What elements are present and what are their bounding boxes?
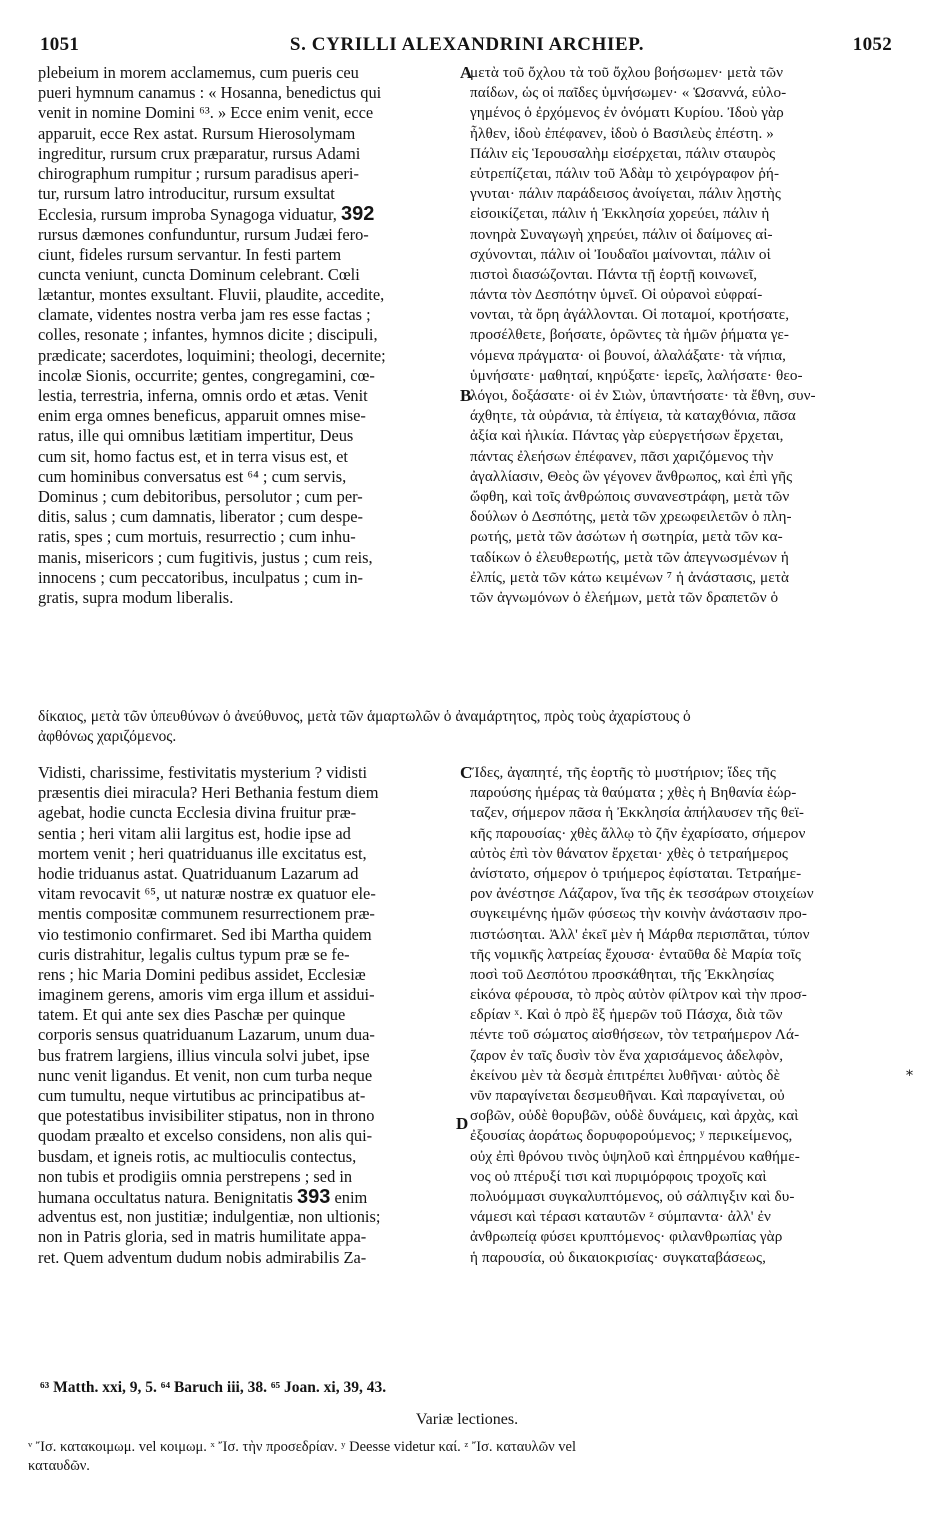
text-line: ᵛ Ἴσ. κατακοιμωμ. vel κοιμωμ. ˣ Ἴσ. τὴν προσεδρίαν. ʸ Deesse videtur καί. ᶻ Ἴσ. καταυλῶν vel — [28, 1439, 577, 1455]
text-line: Vidisti, charissime, festivitatis mysterium ? vidisti — [38, 763, 368, 782]
text-line: ἡ παρουσία, οὐ δικαιοκρισίας· συγκαταβάσεως, — [470, 1248, 767, 1266]
text-line: συγκειμένης ἡμῶν φύσεως τὴν κοινὴν ἀνάστασιν προ- — [470, 905, 808, 923]
text-line: non tubis et prodigiis omnia perstrepens ; sed in — [38, 1166, 353, 1186]
text-line: μετὰ τοῦ ὄχλου τὰ τοῦ ὄχλου βοήσωμεν· μετὰ τῶν — [470, 64, 784, 81]
text-line: πολυόμμασι συγκαλυπτόμενος, οὐ σάλπιγξιν καὶ δυ- — [470, 1187, 795, 1205]
text-line: que potestatibus invisibiliter stipatus, non in throno — [38, 1106, 375, 1126]
text-line: καταυδῶν. — [28, 1458, 90, 1474]
text-line: νονται, τὰ ὄρη ἀγάλλονται. Οἱ ποταμοί, κροτήσατε, — [470, 306, 790, 324]
text-line: Dominus ; cum debitoribus, persolutor ; cum per- — [38, 486, 363, 506]
text-line: ἀξία καὶ ἡλικία. Πάντας γὰρ εὐεργετήσων ἔρχεται, — [470, 427, 784, 445]
latin-column-top — [38, 63, 458, 608]
text-line: incolæ Sionis, occurrite; gentes, congregamini, cœ- — [38, 365, 375, 385]
text-line: rens ; hic Maria Domini pedibus assidet, Ecclesiæ — [38, 964, 366, 984]
text-line: cum tumultu, neque virtutibus ac principatibus at- — [38, 1086, 366, 1105]
text-line: Ἴδες, ἀγαπητέ, τῆς ἑορτῆς τὸ μυστήριον; ἴδες τῆς — [470, 764, 777, 781]
text-fragment: Ecclesia, rursum improba Synagoga viduatur, — [38, 205, 337, 225]
text-line: imaginem gerens, amoris vim erga illum et assidui- — [38, 985, 375, 1005]
text-line: προσέλθετε, βοήσατε, ὁρῶντες τὰ ἡμῶν ῥήματα γε- — [470, 326, 789, 344]
running-title: S. CYRILLI ALEXANDRINI ARCHIEP. — [289, 34, 645, 55]
text-line: κῆς παρουσίας· χθὲς ἄλλῳ τὸ ζῆν ἐχαρίσατο, σήμερον — [470, 824, 806, 842]
text-line: νόμενα πράγματα· οἱ βουνοί, ἀλαλάξατε· τὰ νήπια, — [470, 346, 787, 364]
text-line: cum sit, homo factus est, et in terra visus est, et — [38, 446, 348, 466]
footnotes: ⁶³ Matth. xxi, 9, 5. ⁶⁴ Baruch iii, 38. ⁶⁵ Joan. xi, 39, 43. — [40, 1379, 387, 1396]
text-line: άχθητε, τὰ οὐράνια, τὰ ἐπίγεια, τὰ καταχθόνια, πᾶσα — [470, 407, 796, 425]
text-line: τῶν ἀγνωμόνων ὁ ἐλεήμων, μετὰ τῶν δραπετῶν ὁ — [470, 588, 779, 606]
text-line: ingreditur, rursum crux præparatur, rursus Adami — [38, 143, 361, 163]
text-line: δίκαιος, μετὰ τῶν ὑπευθύνων ὁ ἀνεύθυνος, μετὰ τῶν ἁμαρτωλῶν ὁ ἀναμάρτητος, πρὸς τοὺς ἀχαρίστους ὁ — [38, 708, 691, 725]
text-line: adventus est, non justitiæ; indulgentiæ, non ultionis; — [38, 1207, 381, 1227]
text-line: agebat, hodie cuncta Ecclesia divina fruitur præ- — [38, 803, 357, 823]
text-line: παρούσης ἡμέρας τὰ θαύματα ; χθὲς ἡ Βηθανία ἑώρ- — [470, 784, 797, 802]
text-line: quodam præalto et excelso considens, non alis qui- — [38, 1126, 373, 1146]
text-line: lestia, terrestria, inferna, omnis ordo et ætas. Venit — [38, 386, 368, 405]
text-line: innocens ; cum peccatoribus, inculpatus ; cum in- — [38, 567, 363, 587]
text-line: εὐτρεπίζεται, πάλιν τοῦ Ἀδὰμ τὸ χειρόγραφον ῥή- — [470, 164, 780, 182]
text-fragment: enim — [334, 1187, 368, 1207]
text-line: tur, rursum latro introducitur, rursum exsultat — [38, 184, 335, 204]
text-line: ratus, ille qui omnibus lætitiam impertitur, Deus — [38, 426, 354, 446]
right-page-number: 1052 — [852, 34, 892, 55]
text-line: venit in nomine Domini ⁶³. » Ecce enim venit, ecce — [38, 103, 374, 123]
text-line: bus fratrem largiens, illius vincula solvi jubet, ipse — [38, 1045, 370, 1065]
text-line: δούλων ὁ Δεσπότης, μετὰ τῶν χρεωφειλετῶν ὁ πλη- — [470, 508, 792, 526]
greek-column-top — [470, 63, 900, 608]
text-line: οὐχ ἐπὶ θρόνου τινὸς ὑψηλοῦ καὶ ἐπηρμένου καθήμε- — [470, 1147, 800, 1165]
text-line: πάντα τὸν Δεσπότην ὑμνεῖ. Οἱ οὐρανοὶ εὐφραί- — [470, 286, 763, 304]
text-line: νάμεσι καὶ τέρασι καταυτῶν ᶻ σύμπαντα· ἀλλ' ἐν — [470, 1208, 771, 1226]
text-line: mentis compositæ communem resurrectionem præ- — [38, 904, 375, 924]
text-line: πιστώσηται. Ἀλλ' ἐκεῖ μὲν ἡ Μάρθα περισπᾶται, τύπον — [470, 925, 810, 943]
text-line-with-pagenum — [38, 1187, 458, 1207]
text-line: ρωτής, μετὰ τῶν ἀσώτων ἡ σωτηρία, μετὰ τῶν κα- — [470, 528, 783, 546]
text-line: lætantur, montes exsultant. Fluvii, plaudite, accedite, — [38, 285, 385, 305]
text-line: gratis, supra modum liberalis. — [38, 587, 234, 607]
section-marker-d: D — [456, 1114, 469, 1133]
text-line: ταζεν, σήμερον πᾶσα ἡ Ἐκκλησία ἀπήλαυσεν τῆς θεϊ- — [470, 804, 805, 822]
text-line: ζαρον ἐν ταῖς δυσὶν τὸν ἕνα χαρισάμενος ἀδελφὸν, — [470, 1046, 784, 1064]
section-marker-a: A — [460, 63, 473, 82]
text-line: πέντε τοῦ σώματος αἰσθήσεων, τὸν τετραήμερον Λά- — [470, 1026, 800, 1044]
text-line: ditis, salus ; cum damnatis, liberator ; cum despe- — [38, 507, 364, 527]
text-line: curis distrahitur, legalis cultus typum præ se fe- — [38, 944, 350, 964]
text-line: tatem. Et qui ante sex dies Paschæ per quinque — [38, 1005, 346, 1025]
text-line: hodie triduanus astat. Quatriduanum Lazarum ad — [38, 863, 359, 883]
text-line-with-pagenum — [38, 204, 458, 224]
text-line: enim erga omnes beneficus, apparuit omnes mise- — [38, 406, 366, 426]
page-marker-393: 393 — [297, 1186, 331, 1208]
text-line: πάντας ἐλεήσων ἐπέφανεν, πᾶσι χαριζόμενος τὴν — [470, 447, 774, 465]
latin-column-bottom — [38, 763, 458, 1268]
text-line: manis, misericors ; cum fugitivis, justus ; cum reis, — [38, 547, 373, 567]
text-line: colles, resonate ; infantes, hymnos dicite ; discipuli, — [38, 325, 378, 345]
text-line: εἰκόνα φέρουσα, τὸ πρὸς αὐτὸν φίλτρον καὶ τὴν προσ- — [470, 986, 807, 1004]
text-line: νῦν παραγίνεται δεσμευθῆναι. Καὶ παραγίνεται, οὐ — [470, 1087, 785, 1104]
text-line: πιστοὶ διασώζονται. Πάντα τῇ ἑορτῇ κοινωνεῖ, — [470, 265, 758, 283]
text-line: clamate, videntes nostra verba jam res esse factas ; — [38, 305, 371, 325]
text-line: πονηρὰ Συναγωγὴ χηρεύει, πάλιν οἱ δαίμονες αἰ- — [470, 225, 773, 243]
text-line: ἐλπίς, μετὰ τῶν κάτω κειμένων ⁷ ἡ ἀνάστασις, μετὰ — [470, 568, 790, 586]
text-line: apparuit, ecce Rex astat. Rursum Hierosolymam — [38, 123, 356, 143]
text-line: nunc venit ligandus. Et venit, non cum turba neque — [38, 1065, 373, 1085]
text-line: ἀνίστατο, σήμερον ὁ τριήμερος ἐφίσταται. Τετραήμε- — [470, 864, 802, 882]
text-line: ciunt, fideles rursum servantur. In festi partem — [38, 244, 342, 264]
text-line: ἀνθρωπείᾳ φύσει κρυπτόμενος· φιλανθρωπίας γὰρ — [470, 1228, 783, 1246]
variae-lectiones — [28, 1438, 908, 1476]
section-marker-b: B — [460, 386, 472, 405]
text-line: vio testimonio confirmaret. Sed ibi Martha quidem — [38, 924, 372, 944]
left-page-number: 1051 — [40, 34, 80, 55]
text-line: sentia ; heri vitam alii largitus est, hodie ipse ad — [38, 823, 351, 843]
text-line: σοβῶν, οὐδὲ θορυβῶν, οὐδὲ δυνάμεις, καὶ ἀρχὰς, καὶ — [470, 1107, 799, 1125]
text-line: εδρίαν ˣ. Καὶ ὁ πρὸ ἓξ ἡμερῶν τοῦ Πάσχα, διὰ τῶν — [470, 1006, 783, 1024]
text-line: ἀγαλλίασιν, Θεὸς ὢν γέγονεν ἄνθρωπος, καὶ ἐπὶ γῆς — [470, 467, 793, 485]
text-fragment: humana occultatus natura. Benignitatis — [38, 1187, 293, 1207]
text-line: præsentis diei miracula? Heri Bethania festum diem — [38, 783, 379, 803]
text-line: τῆς νομικῆς λατρείας ἔχουσα· ἐνταῦθα δὲ Μαρία τοῖς — [470, 945, 801, 963]
text-line: γνυται· πάλιν παράδεισος ἀνοίγεται, πάλιν λῃστὴς — [470, 185, 782, 203]
text-line: pueri hymnum canamus : « Hosanna, benedictus qui — [38, 83, 382, 103]
text-line: αὐτὸς ἐπὶ τὸν θάνατον ἔρχεται· χθὲς ὁ τετραήμερος — [470, 844, 789, 862]
greek-column-bottom — [470, 763, 900, 1268]
text-line: παίδων, ὡς οἱ παῖδες ὑμνήσωμεν· « Ὡσαννά, εὐλο- — [470, 84, 787, 102]
text-line: chirographum rumpitur ; rursum paradisus aperi- — [38, 163, 359, 183]
text-line: ὑμνήσατε· μαθηταί, κηρύξατε· ἱερεῖς, λαλήσατε· θεο- — [470, 366, 803, 384]
text-line: γημένος ὁ ἐρχόμενος ἐν ὀνόματι Κυρίου. Ἰδοὺ γὰρ — [470, 104, 784, 122]
section-marker-c: C — [460, 763, 473, 782]
text-line: νος οὐ πτέρυξί τισι καὶ πυριμόρφοις τροχοῖς καὶ — [470, 1167, 767, 1185]
variae-lectiones-title: Variæ lectiones. — [415, 1411, 519, 1428]
text-line: ρον ἀνέστησε Λάζαρον, ἵνα τῆς ἐκ τεσσάρων στοιχείων — [470, 885, 814, 903]
text-line: λόγοι, δοξάσατε· οἱ ἐν Σιὼν, ὑπαντήσατε· τὰ ἔθνη, συν- — [470, 387, 816, 404]
text-line: εἰσοικίζεται, πάλιν ἡ Ἐκκλησία χορεύει, πάλιν ἡ — [470, 205, 770, 223]
full-width-text — [38, 707, 900, 747]
text-line: ἀφθόνως χαριζόμενος. — [38, 728, 177, 746]
text-line: busdam, et igneis rotis, ac multioculis contectus, — [38, 1146, 357, 1166]
text-line: ταδίκων ὁ ἐλευθερωτής, μετὰ τῶν ἀπεγνωσμένων ἡ — [470, 548, 789, 566]
page-marker-392: 392 — [340, 204, 375, 225]
text-line: ἦλθεν, ἰδοὺ ἐπέφανεν, ἰδοὺ ὁ Βασιλεὺς ἐπέστη. » — [470, 124, 774, 142]
text-line: corporis sensus quatriduanum Lazarum, unum dua- — [38, 1025, 375, 1045]
text-line: cum hominibus conversatus est ⁶⁴ ; cum servis, — [38, 466, 347, 486]
text-line: ποσὶ τοῦ Δεσπότου προσκάθηται, τῆς Ἐκκλησίας — [470, 965, 774, 983]
text-line: σχύνονται, πάλιν οἱ Ἰουδαῖοι μαίνονται, πάλιν οἱ — [470, 245, 771, 263]
text-line: prædicate; sacerdotes, loquimini; theologi, decernite; — [38, 345, 386, 365]
text-line: plebeium in morem acclamemus, cum pueris ceu — [38, 63, 359, 82]
text-line: non in Patris gloria, sed in matris humilitate appa- — [38, 1227, 367, 1247]
text-line: ratis, spes ; cum mortuis, resurrectio ; cum inhu- — [38, 527, 356, 547]
text-line: ἐκείνου μὲν τὰ δεσμὰ ἐπιτρέπει λυθῆναι· αὐτὸς δὲ — [470, 1066, 780, 1084]
text-line: ὤφθη, καὶ τοῖς ἀνθρώποις συνανεστράφη, μετὰ τῶν — [470, 487, 790, 505]
text-line: ret. Quem adventum dudum nobis admirabilis Za- — [38, 1247, 367, 1267]
text-line: rursus dæmones confunduntur, rursum Judæi fero- — [38, 224, 369, 244]
text-line: cuncta veniunt, cuncta Dominum celebrant. Cœli — [38, 264, 360, 284]
margin-star: * — [906, 1068, 913, 1084]
text-line: Πάλιν εἰς Ἱερουσαλὴμ εἰσέρχεται, πάλιν σταυρὸς — [470, 144, 776, 162]
text-line: vitam revocavit ⁶⁵, ut naturæ nostræ ex quatuor ele- — [38, 884, 376, 904]
text-line: mortem venit ; heri quatriduanus ille excitatus est, — [38, 843, 367, 863]
text-line: ἐξουσίας ἀοράτως δορυφορούμενος; ʸ περικείμενος, — [470, 1127, 793, 1145]
